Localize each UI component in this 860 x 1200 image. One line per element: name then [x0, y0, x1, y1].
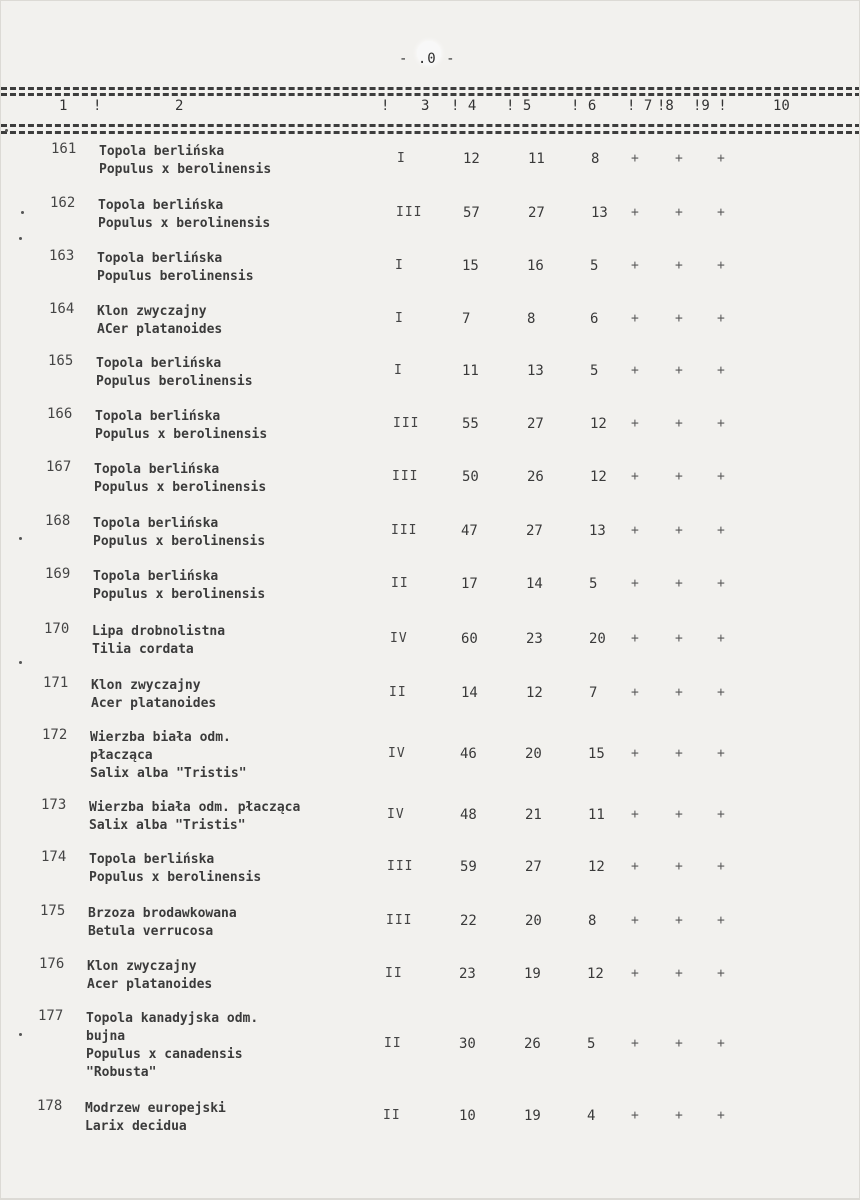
cell-c9: + — [717, 1036, 725, 1051]
row-number: 167 — [46, 459, 72, 475]
cell-c6: 15 — [588, 746, 605, 762]
cell-c9: + — [717, 1108, 725, 1123]
table-top-rule — [1, 87, 859, 90]
row-number: 176 — [39, 956, 65, 972]
header-col-10: 10 — [773, 98, 790, 114]
species-name-line: Larix decidua — [85, 1119, 187, 1134]
cell-c3: II — [389, 685, 407, 700]
cell-c9: + — [717, 363, 725, 378]
species-name — [88, 905, 237, 941]
cell-c8: + — [675, 631, 683, 646]
cell-c7: + — [631, 913, 639, 928]
cell-c5: 11 — [528, 151, 545, 167]
species-name-line: Topola berlińska — [93, 516, 219, 531]
cell-c4: 23 — [459, 966, 476, 982]
document-page — [1, 1, 859, 1198]
cell-c3: III — [391, 523, 418, 538]
species-name-line: płacząca — [90, 748, 153, 763]
species-name-line: Topola berlińska — [94, 462, 220, 477]
species-name-line: Tilia cordata — [92, 642, 194, 657]
species-name-line: Populus berolinensis — [96, 374, 253, 389]
species-name-line: Topola berlińska — [95, 409, 221, 424]
species-name-line: Salix alba "Tristis" — [89, 818, 246, 833]
cell-c3: IV — [388, 746, 406, 761]
cell-c5: 27 — [527, 416, 544, 432]
cell-c7: + — [631, 416, 639, 431]
species-name-line: Klon zwyczajny — [87, 959, 197, 974]
cell-c8: + — [675, 469, 683, 484]
species-name-line: Topola berlińska — [99, 144, 225, 159]
cell-c6: 8 — [591, 151, 600, 167]
cell-c8: + — [675, 205, 683, 220]
header-col-1: 1 — [59, 98, 68, 114]
row-number: 175 — [40, 903, 66, 919]
species-name — [90, 729, 247, 783]
table-top-rule-2 — [1, 93, 859, 96]
header-bottom-rule-2 — [1, 131, 859, 134]
cell-c6: 5 — [590, 258, 599, 274]
species-name — [94, 461, 266, 497]
cell-c6: 12 — [590, 416, 607, 432]
species-name — [89, 851, 261, 887]
cell-c7: + — [631, 1108, 639, 1123]
cell-c5: 26 — [524, 1036, 541, 1052]
row-number: 171 — [43, 675, 69, 691]
margin-mark — [19, 237, 22, 240]
row-number: 166 — [47, 406, 73, 422]
cell-c7: + — [631, 205, 639, 220]
cell-c8: + — [675, 1108, 683, 1123]
cell-c8: + — [675, 363, 683, 378]
cell-c3: IV — [390, 631, 408, 646]
cell-c3: I — [395, 258, 404, 273]
cell-c5: 27 — [525, 859, 542, 875]
cell-c8: + — [675, 258, 683, 273]
cell-c9: + — [717, 631, 725, 646]
cell-c7: + — [631, 807, 639, 822]
cell-c8: + — [675, 913, 683, 928]
species-name-line: Betula verrucosa — [88, 924, 214, 939]
cell-c5: 21 — [525, 807, 542, 823]
cell-c9: + — [717, 966, 725, 981]
species-name — [95, 408, 267, 444]
cell-c9: + — [717, 685, 725, 700]
cell-c3: I — [395, 311, 404, 326]
species-name — [99, 143, 271, 179]
species-name-line: "Robusta" — [86, 1065, 157, 1080]
cell-c5: 20 — [525, 746, 542, 762]
row-number: 164 — [49, 301, 75, 317]
cell-c7: + — [631, 523, 639, 538]
cell-c4: 14 — [461, 685, 478, 701]
cell-c9: + — [717, 859, 725, 874]
cell-c5: 19 — [524, 966, 541, 982]
species-name-line: Salix alba "Tristis" — [90, 766, 247, 781]
cell-c8: + — [675, 576, 683, 591]
cell-c9: + — [717, 469, 725, 484]
species-name-line: Populus x berolinensis — [94, 480, 267, 495]
header-sep: ! — [381, 98, 390, 114]
species-name-line: Klon zwyczajny — [91, 678, 201, 693]
species-name-line: Klon zwyczajny — [97, 304, 207, 319]
cell-c6: 5 — [590, 363, 599, 379]
species-name — [97, 303, 222, 339]
cell-c4: 30 — [459, 1036, 476, 1052]
cell-c9: + — [717, 311, 725, 326]
species-name-line: Topola kanadyjska odm. — [86, 1011, 259, 1026]
cell-c6: 20 — [589, 631, 606, 647]
cell-c9: + — [717, 913, 725, 928]
header-sep: ! — [93, 98, 102, 114]
cell-c9: + — [717, 151, 725, 166]
cell-c7: + — [631, 363, 639, 378]
cell-c6: 12 — [588, 859, 605, 875]
cell-c4: 7 — [462, 311, 471, 327]
header-col-9: !9 ! — [693, 98, 727, 114]
row-number: 161 — [51, 141, 77, 157]
cell-c5: 14 — [526, 576, 543, 592]
cell-c7: + — [631, 859, 639, 874]
cell-c6: 7 — [589, 685, 598, 701]
cell-c4: 47 — [461, 523, 478, 539]
cell-c4: 59 — [460, 859, 477, 875]
cell-c3: II — [391, 576, 409, 591]
cell-c6: 5 — [589, 576, 598, 592]
cell-c7: + — [631, 258, 639, 273]
margin-mark — [5, 129, 8, 132]
cell-c4: 50 — [462, 469, 479, 485]
cell-c6: 6 — [590, 311, 599, 327]
row-number: 177 — [38, 1008, 64, 1024]
header-bottom-rule — [1, 124, 859, 127]
species-name-line: Populus x berolinensis — [95, 427, 268, 442]
species-name — [89, 799, 300, 835]
cell-c8: + — [675, 151, 683, 166]
species-name-line: Topola berlińska — [93, 569, 219, 584]
species-name-line: Topola berlińska — [98, 198, 224, 213]
cell-c9: + — [717, 205, 725, 220]
header-col-7: ! 7 — [627, 98, 653, 114]
cell-c6: 8 — [588, 913, 597, 929]
cell-c4: 57 — [463, 205, 480, 221]
row-number: 165 — [48, 353, 74, 369]
cell-c3: III — [393, 416, 420, 431]
cell-c8: + — [675, 746, 683, 761]
cell-c8: + — [675, 523, 683, 538]
row-number: 174 — [41, 849, 67, 865]
cell-c4: 22 — [460, 913, 477, 929]
cell-c8: + — [675, 807, 683, 822]
species-name-line: Topola berlińska — [89, 852, 215, 867]
cell-c9: + — [717, 416, 725, 431]
cell-c4: 15 — [462, 258, 479, 274]
cell-c8: + — [675, 311, 683, 326]
species-name — [86, 1010, 258, 1082]
cell-c3: I — [394, 363, 403, 378]
species-name-line: Brzoza brodawkowana — [88, 906, 237, 921]
cell-c7: + — [631, 576, 639, 591]
cell-c3: III — [392, 469, 419, 484]
row-number: 173 — [41, 797, 67, 813]
species-name-line: Populus x berolinensis — [99, 162, 272, 177]
cell-c7: + — [631, 1036, 639, 1051]
cell-c3: III — [387, 859, 414, 874]
header-col-2: 2 — [175, 98, 184, 114]
header-col-6: ! 6 — [571, 98, 597, 114]
species-name — [96, 355, 253, 391]
cell-c5: 23 — [526, 631, 543, 647]
cell-c3: II — [383, 1108, 401, 1123]
margin-mark — [21, 211, 24, 214]
species-name-line: ACer platanoides — [97, 322, 223, 337]
species-name-line: Wierzba biała odm. płacząca — [89, 800, 301, 815]
species-name — [85, 1100, 226, 1136]
header-col-8: !8 — [657, 98, 674, 114]
cell-c4: 48 — [460, 807, 477, 823]
cell-c7: + — [631, 151, 639, 166]
margin-mark — [19, 661, 22, 664]
cell-c7: + — [631, 966, 639, 981]
cell-c7: + — [631, 469, 639, 484]
cell-c8: + — [675, 416, 683, 431]
row-number: 168 — [45, 513, 71, 529]
species-name — [98, 197, 270, 233]
species-name-line: Populus x berolinensis — [93, 587, 266, 602]
species-name — [93, 568, 265, 604]
species-name-line: Populus x canadensis — [86, 1047, 243, 1062]
species-name — [92, 623, 225, 659]
cell-c4: 11 — [462, 363, 479, 379]
cell-c6: 12 — [590, 469, 607, 485]
species-name-line: Populus x berolinensis — [98, 216, 271, 231]
cell-c3: II — [384, 1036, 402, 1051]
cell-c7: + — [631, 746, 639, 761]
cell-c3: III — [396, 205, 423, 220]
cell-c6: 13 — [589, 523, 606, 539]
cell-c5: 27 — [528, 205, 545, 221]
cell-c3: I — [397, 151, 406, 166]
species-name-line: Modrzew europejski — [85, 1101, 226, 1116]
cell-c5: 20 — [525, 913, 542, 929]
species-name-line: Topola berlińska — [97, 251, 223, 266]
row-number: 170 — [44, 621, 70, 637]
row-number: 162 — [50, 195, 76, 211]
cell-c5: 26 — [527, 469, 544, 485]
species-name-line: Topola berlińska — [96, 356, 222, 371]
species-name — [91, 677, 216, 713]
row-number: 178 — [37, 1098, 63, 1114]
margin-mark — [19, 537, 22, 540]
cell-c5: 19 — [524, 1108, 541, 1124]
cell-c6: 13 — [591, 205, 608, 221]
species-name — [97, 250, 254, 286]
cell-c8: + — [675, 966, 683, 981]
cell-c9: + — [717, 746, 725, 761]
species-name-line: Wierzba biała odm. — [90, 730, 231, 745]
cell-c5: 13 — [527, 363, 544, 379]
cell-c4: 10 — [459, 1108, 476, 1124]
cell-c7: + — [631, 631, 639, 646]
margin-mark — [19, 1033, 22, 1036]
cell-c3: IV — [387, 807, 405, 822]
row-number: 163 — [49, 248, 75, 264]
species-name-line: Acer platanoides — [87, 977, 213, 992]
cell-c8: + — [675, 685, 683, 700]
cell-c9: + — [717, 807, 725, 822]
cell-c8: + — [675, 1036, 683, 1051]
species-name — [87, 958, 212, 994]
cell-c6: 12 — [587, 966, 604, 982]
cell-c3: II — [385, 966, 403, 981]
header-col-4: ! 4 — [451, 98, 477, 114]
row-number: 169 — [45, 566, 71, 582]
cell-c6: 11 — [588, 807, 605, 823]
cell-c4: 46 — [460, 746, 477, 762]
species-name-line: Populus x berolinensis — [93, 534, 266, 549]
species-name-line: Lipa drobnolistna — [92, 624, 226, 639]
header-col-5: ! 5 — [506, 98, 532, 114]
row-number: 172 — [42, 727, 68, 743]
cell-c7: + — [631, 311, 639, 326]
cell-c9: + — [717, 258, 725, 273]
cell-c4: 60 — [461, 631, 478, 647]
species-name-line: Populus berolinensis — [97, 269, 254, 284]
cell-c6: 5 — [587, 1036, 596, 1052]
cell-c5: 16 — [527, 258, 544, 274]
cell-c6: 4 — [587, 1108, 596, 1124]
cell-c4: 17 — [461, 576, 478, 592]
cell-c9: + — [717, 523, 725, 538]
cell-c3: III — [386, 913, 413, 928]
cell-c4: 12 — [463, 151, 480, 167]
page-number: - .0 - — [399, 51, 456, 67]
cell-c5: 12 — [526, 685, 543, 701]
species-name-line: Acer platanoides — [91, 696, 217, 711]
cell-c8: + — [675, 859, 683, 874]
cell-c7: + — [631, 685, 639, 700]
cell-c5: 8 — [527, 311, 536, 327]
cell-c4: 55 — [462, 416, 479, 432]
header-col-3: 3 — [421, 98, 430, 114]
cell-c9: + — [717, 576, 725, 591]
species-name-line: bujna — [86, 1029, 126, 1044]
species-name-line: Populus x berolinensis — [89, 870, 262, 885]
cell-c5: 27 — [526, 523, 543, 539]
species-name — [93, 515, 265, 551]
